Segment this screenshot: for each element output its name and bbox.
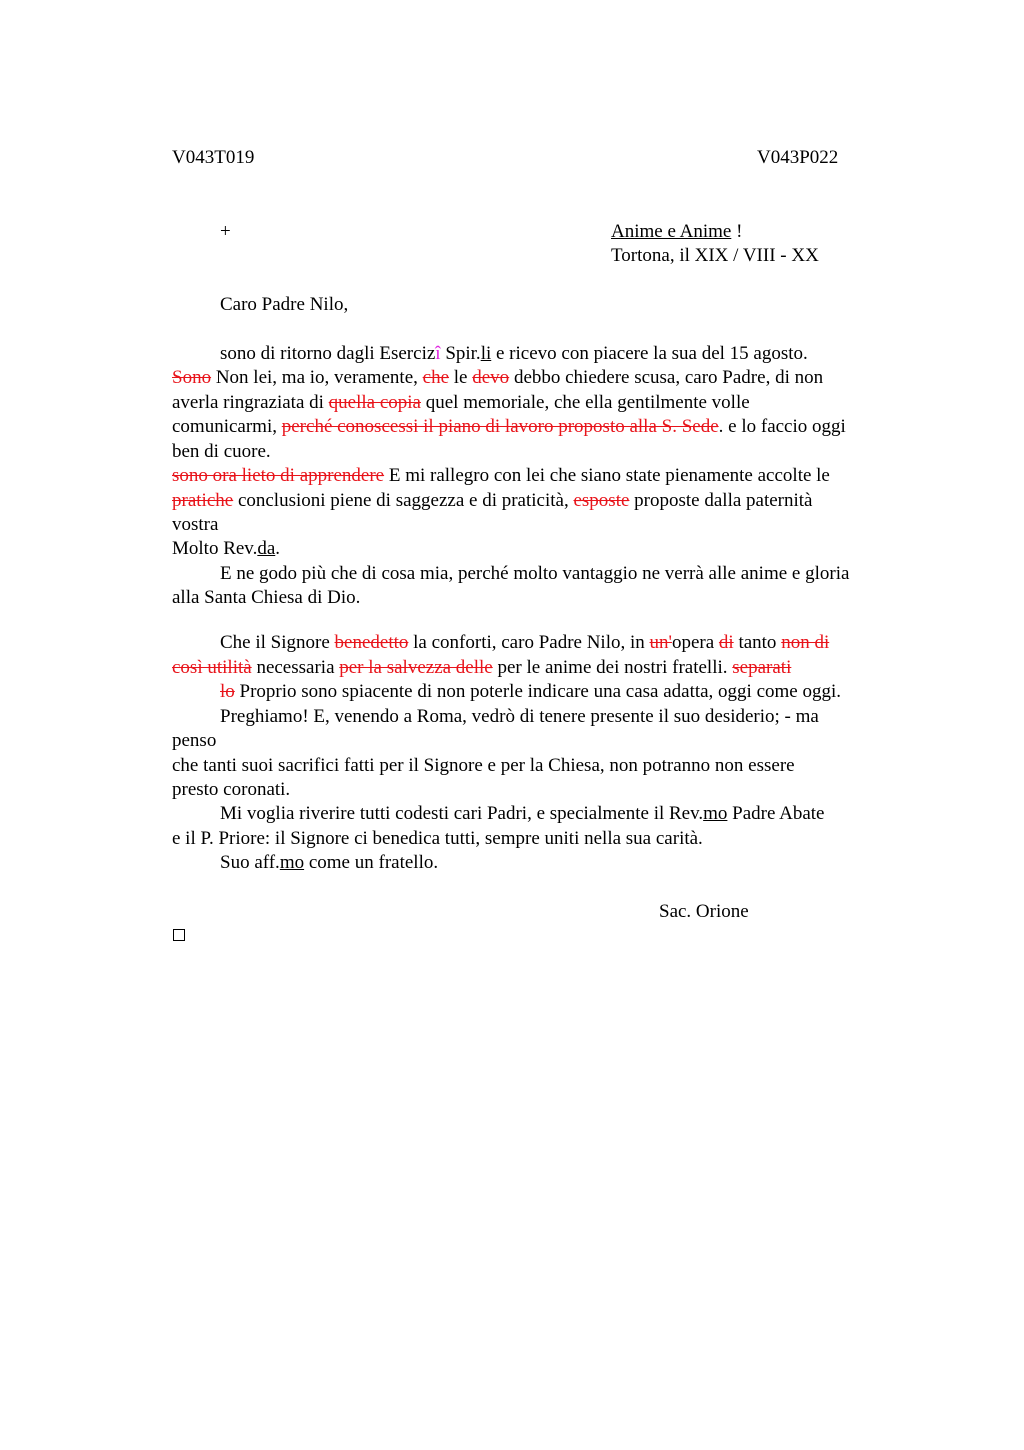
p3-line-6: che tanti suoi sacrifici fatti per il Signore e per la Chiesa, non potranno non essere: [172, 755, 795, 776]
p3-line-7: presto coronati.: [172, 779, 291, 800]
deleted-text: per la salvezza delle: [339, 657, 493, 678]
p3-line-5: penso: [172, 730, 217, 751]
deleted-text: benedetto: [334, 632, 409, 653]
text-run: E mi rallegro con lei che siano state pienamente accolte le: [384, 465, 830, 486]
signature: Sac. Orione: [659, 901, 749, 922]
underlined-abbrev: mo: [279, 852, 305, 873]
text-run: .: [275, 538, 281, 559]
motto-suffix: !: [731, 221, 743, 242]
p1-line-6: [172, 464, 830, 488]
p1-line-8: vostra: [172, 514, 219, 535]
p3-line-4: Preghiamo! E, venendo a Roma, vedrò di tenere presente il suo desiderio; - ma: [220, 706, 819, 727]
text-run: Spir.: [440, 343, 481, 364]
deleted-text: esposte: [573, 490, 630, 511]
deleted-text: sono ora lieto di apprendere: [172, 465, 385, 486]
p1-line-3: [172, 391, 750, 415]
p1-line-1: [220, 342, 808, 366]
text-run: sono di ritorno dagli Eserciz: [220, 343, 436, 364]
text-run: Mi voglia riverire tutti codesti cari Padri, e specialmente il Rev.: [220, 803, 704, 824]
text-run: Padre Abate: [727, 803, 825, 824]
p3-line-10: [220, 851, 438, 875]
motto: [611, 220, 742, 244]
deleted-text: che: [422, 367, 450, 388]
deleted-text: lo: [220, 681, 235, 702]
text-run: conclusioni piene di saggezza e di praticità,: [233, 490, 574, 511]
text-run: Proprio sono spiacente di non poterle indicare una casa adatta, oggi come oggi.: [234, 681, 842, 702]
text-run: la conforti, caro Padre Nilo, in: [408, 632, 650, 653]
deleted-text: di: [718, 632, 734, 653]
p1-line-9: [172, 537, 280, 561]
text-run: per le anime dei nostri fratelli.: [492, 657, 733, 678]
end-box-icon: [173, 929, 185, 941]
text-run: averla ringraziata di: [172, 392, 329, 413]
p3-line-9: e il P. Priore: il Signore ci benedica tutti, sempre uniti nella sua carità.: [172, 828, 703, 849]
text-run: quel memoriale, che ella gentilmente volle: [421, 392, 750, 413]
deleted-text: Sono: [172, 367, 212, 388]
p1-line-5: ben di cuore.: [172, 441, 271, 462]
text-run: comunicarmi,: [172, 416, 282, 437]
deleted-text: un': [649, 632, 672, 653]
p1-line-4: [172, 415, 846, 439]
text-run: e ricevo con piacere la sua del 15 agosto.: [491, 343, 808, 364]
text-run: opera: [671, 632, 719, 653]
text-run: . e lo faccio oggi: [718, 416, 846, 437]
deleted-text: pratiche: [172, 490, 234, 511]
text-run: come un fratello.: [304, 852, 439, 873]
text-run: Non lei, ma io, veramente,: [211, 367, 423, 388]
deleted-text: perché conoscessi il piano di lavoro proposto alla S. Sede: [281, 416, 719, 437]
p3-line-2: [172, 656, 791, 680]
text-run: le: [449, 367, 473, 388]
cross-mark: +: [220, 221, 231, 242]
p2-line-1: E ne godo più che di cosa mia, perché molto vantaggio ne verrà alle anime e gloria: [220, 563, 850, 584]
p3-line-8: [220, 802, 824, 826]
text-run: tanto: [733, 632, 782, 653]
p3-line-3: [220, 680, 841, 704]
underlined-abbrev: mo: [703, 803, 728, 824]
text-run: Suo aff.: [220, 852, 280, 873]
deleted-text: non di: [781, 632, 830, 653]
deleted-text: separati: [732, 657, 792, 678]
deleted-text: devo: [472, 367, 510, 388]
text-run: debbo chiedere scusa, caro Padre, di non: [509, 367, 824, 388]
p1-line-7: [172, 489, 813, 513]
deleted-text: così utilità: [172, 657, 252, 678]
p2-line-2: alla Santa Chiesa di Dio.: [172, 587, 361, 608]
p3-line-1: [220, 631, 829, 655]
header-right-code: V043P022: [757, 147, 839, 168]
text-run: necessaria: [251, 657, 340, 678]
p1-line-2: [172, 366, 823, 390]
place-date: Tortona, il XIX / VIII - XX: [611, 245, 819, 266]
text-run: proposte dalla paternità: [629, 490, 813, 511]
text-run: Che il Signore: [220, 632, 335, 653]
header-left-code: V043T019: [172, 147, 255, 168]
text-run: Molto Rev.: [172, 538, 258, 559]
motto-text: Anime e Anime: [611, 221, 732, 242]
greeting: Caro Padre Nilo,: [220, 294, 349, 315]
underlined-abbrev: da: [257, 538, 276, 559]
underlined-abbrev: li: [480, 343, 492, 364]
deleted-text: quella copia: [328, 392, 421, 413]
inserted-mark: î: [435, 343, 441, 364]
